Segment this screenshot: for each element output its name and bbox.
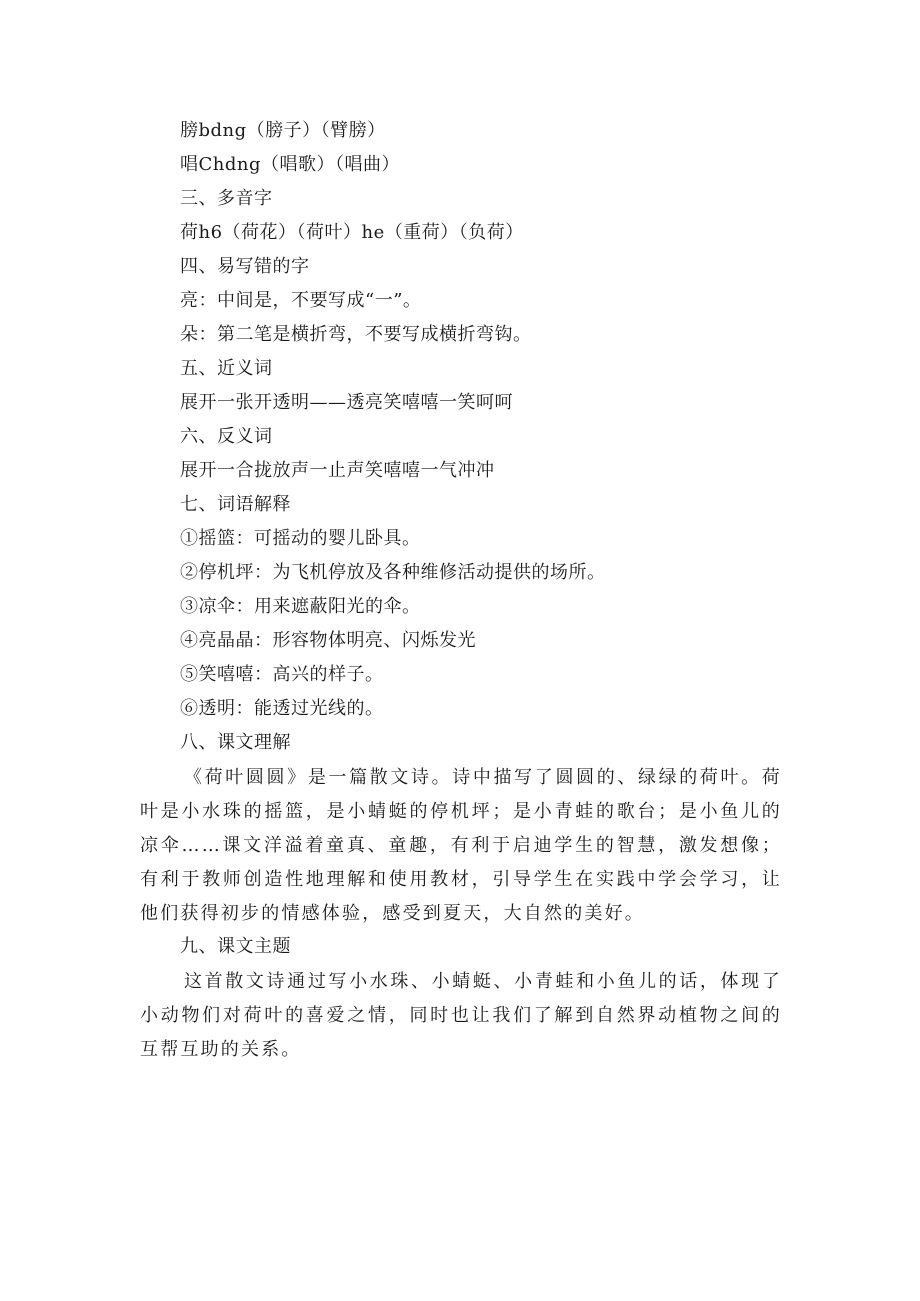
list-item-explanation-6: ⑥透明：能透过光线的。 <box>180 698 384 719</box>
text-line-pinyin-bang: 膀bdng（膀子）（臂膀） <box>180 120 386 141</box>
list-item-explanation-4: ④亮晶晶：形容物体明亮、闪烁发光 <box>180 630 476 651</box>
section-heading-theme: 九、课文主题 <box>180 936 291 957</box>
section-heading-polyphones: 三、多音字 <box>180 188 273 209</box>
text-line-pinyin-chang: 唱Chdng（唱歌）（唱曲） <box>180 154 401 175</box>
list-item-explanation-2: ②停机坪：为飞机停放及各种维修活动提供的场所。 <box>180 562 606 583</box>
text-line-antonyms: 展开一合拢放声一止声笑嘻嘻一气冲冲 <box>180 460 495 481</box>
section-heading-synonyms: 五、近义词 <box>180 358 273 379</box>
text-line-synonyms: 展开一张开透明——透亮笑嘻嘻一笑呵呵 <box>180 392 513 413</box>
section-heading-antonyms: 六、反义词 <box>180 426 273 447</box>
list-item-explanation-3: ③凉伞：用来遮蔽阳光的伞。 <box>180 596 421 617</box>
paragraph-understanding: 《荷叶圆圆》是一篇散文诗。诗中描写了圆圆的、绿绿的荷叶。荷叶是小水珠的摇篮，是小蜻蜓的停机坪；是小青蛙的歌台；是小鱼儿的凉伞……课文洋溢着童真、童趣，有利于启迪学生的智慧，激发想像；有利于教师创造性地理解和使用教材，引导学生在实践中学会学习，让他们获得初步的情感体验，感受到夏天，大自然的美好。 <box>140 767 782 924</box>
section-heading-error-prone: 四、易写错的字 <box>180 256 310 277</box>
list-item-explanation-1: ①摇篮：可摇动的婴儿卧具。 <box>180 528 421 549</box>
paragraph-theme: 这首散文诗通过写小水珠、小蜻蜓、小青蛙和小鱼儿的话，体现了小动物们对荷叶的喜爱之情，同时也让我们了解到自然界动植物之间的互帮互助的关系。 <box>140 971 782 1060</box>
list-item-explanation-5: ⑤笑嘻嘻：高兴的样子。 <box>180 664 384 685</box>
text-line-polyphone-he: 荷h6（荷花）（荷叶）he（重荷）（负荷） <box>180 222 524 243</box>
text-line-duo: 朵：第二笔是横折弯，不要写成横折弯钩。 <box>180 324 532 345</box>
text-line-liang: 亮：中间是，不要写成“一”。 <box>180 290 422 311</box>
section-heading-word-explanations: 七、词语解释 <box>180 494 291 515</box>
section-heading-understanding: 八、课文理解 <box>180 732 291 753</box>
